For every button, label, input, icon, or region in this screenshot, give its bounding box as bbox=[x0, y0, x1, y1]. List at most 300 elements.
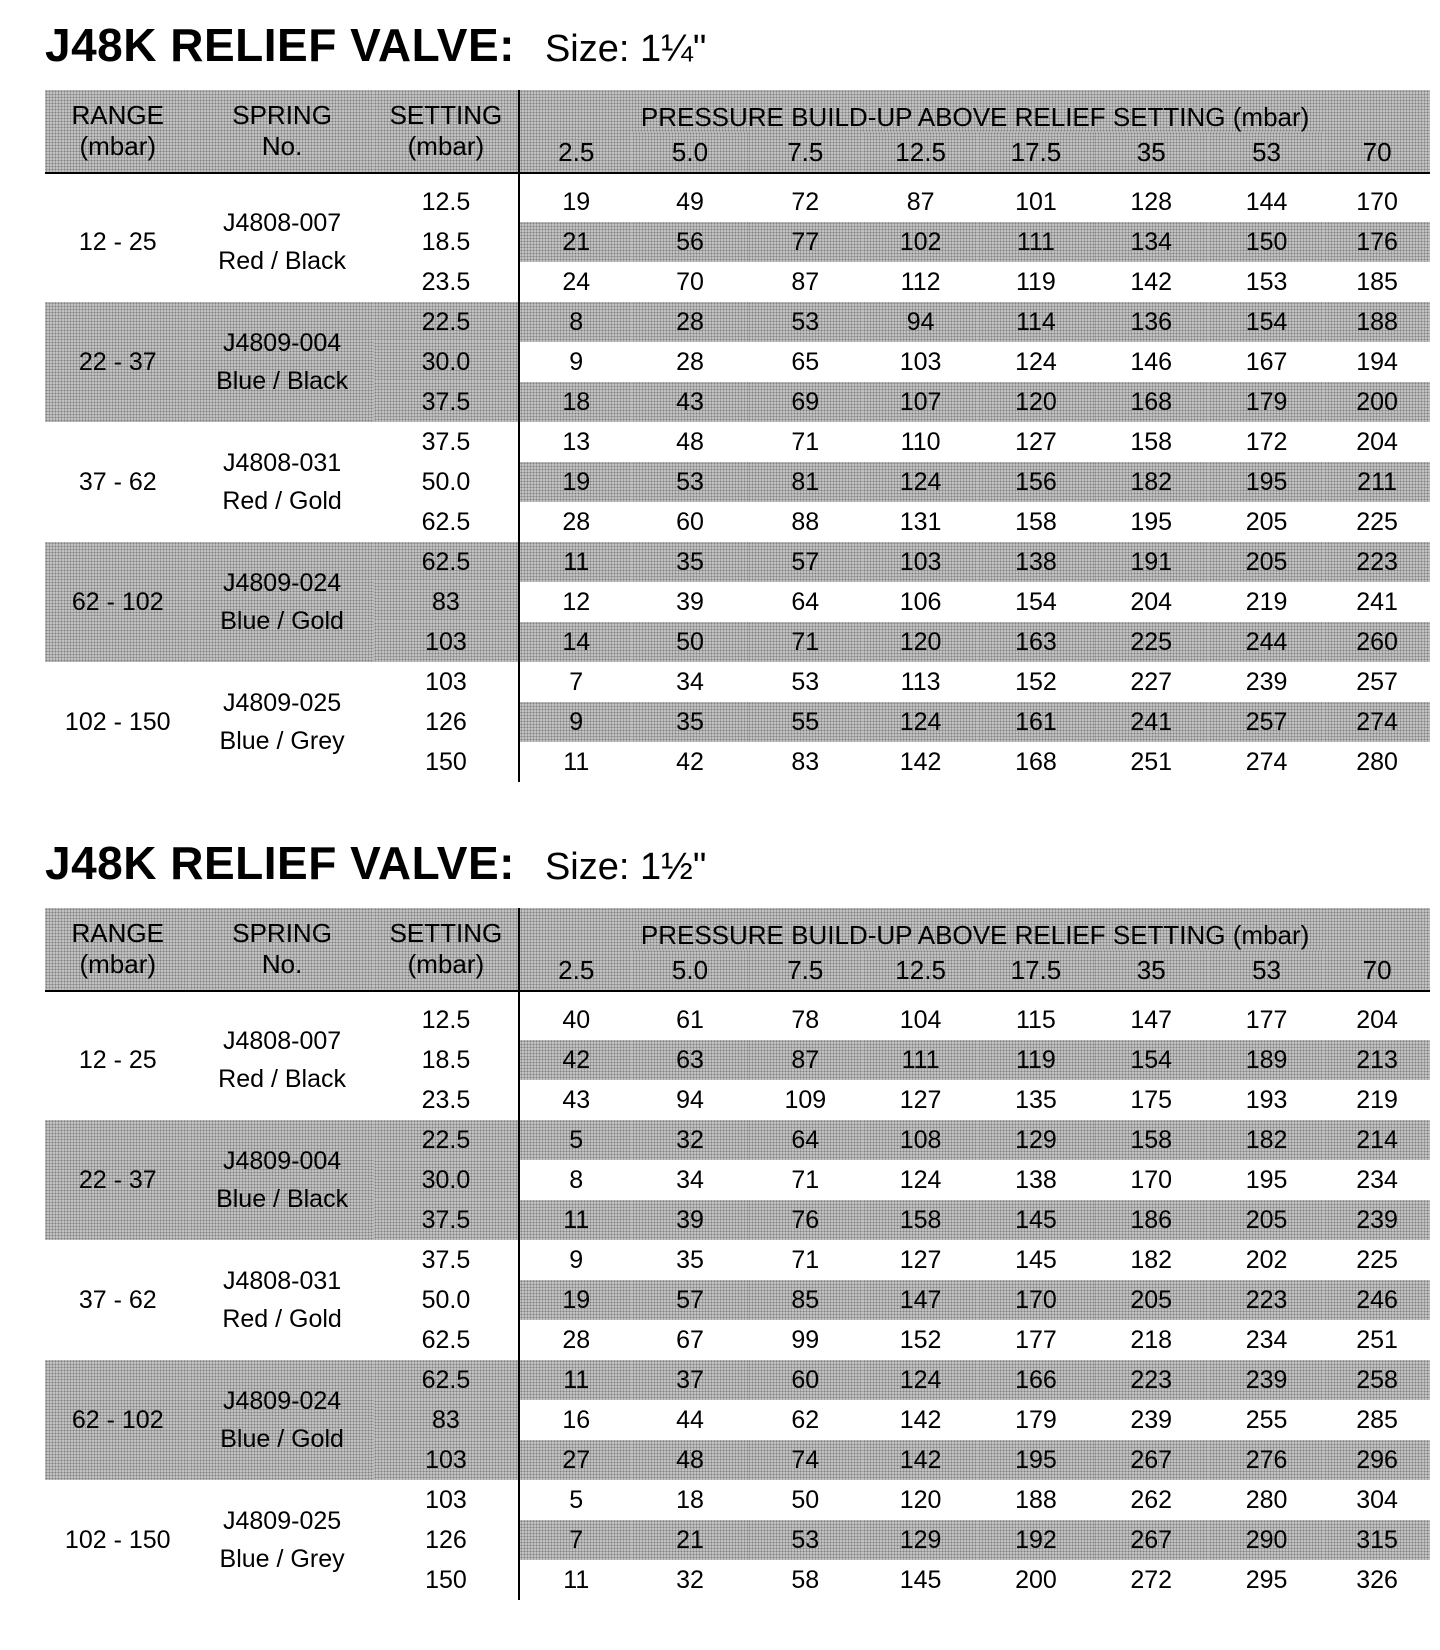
value-cell: 129 bbox=[863, 1520, 978, 1560]
value-cell: 166 bbox=[978, 1360, 1093, 1400]
spacer-cell bbox=[519, 173, 632, 182]
value-cell: 225 bbox=[1356, 1245, 1398, 1274]
spacer-cell bbox=[374, 173, 519, 182]
value-cell: 205 bbox=[1094, 1280, 1209, 1320]
value-cell: 241 bbox=[1356, 587, 1398, 616]
setting-cell: 62.5 bbox=[374, 502, 519, 542]
spacer-cell bbox=[748, 991, 863, 1000]
value-cell: 53 bbox=[791, 667, 820, 696]
value-cell: 49 bbox=[676, 187, 704, 216]
value-cell: 64 bbox=[791, 587, 820, 616]
value-cell: 9 bbox=[569, 347, 584, 376]
value-cell: 120 bbox=[899, 1485, 942, 1514]
value-cell: 72 bbox=[791, 187, 820, 216]
spacer-cell bbox=[1094, 173, 1209, 182]
spring-cell bbox=[190, 1360, 373, 1480]
setting-header bbox=[374, 908, 519, 991]
buildup-column-header: 5.0 bbox=[632, 132, 747, 173]
table-header bbox=[45, 908, 1430, 991]
value-cell: 94 bbox=[863, 302, 978, 342]
value-cell: 153 bbox=[1245, 267, 1288, 296]
value-cell: 179 bbox=[1209, 382, 1324, 422]
value-cell: 147 bbox=[1130, 1005, 1173, 1034]
buildup-column-header: 70 bbox=[1324, 950, 1430, 991]
value-cell: 170 bbox=[1356, 187, 1398, 216]
value-cell: 71 bbox=[791, 1165, 820, 1194]
value-cell: 186 bbox=[1094, 1200, 1209, 1240]
value-cell: 223 bbox=[1094, 1360, 1209, 1400]
value-cell: 60 bbox=[676, 507, 704, 536]
value-cell: 76 bbox=[748, 1200, 863, 1240]
setting-header-unit: (mbar) bbox=[407, 131, 485, 161]
spacer-cell bbox=[45, 991, 190, 1000]
value-cell: 9 bbox=[519, 702, 632, 742]
table-row bbox=[45, 1360, 1430, 1400]
value-cell: 304 bbox=[1356, 1485, 1398, 1514]
value-cell: 103 bbox=[899, 347, 942, 376]
value-cell: 163 bbox=[978, 622, 1093, 662]
value-cell: 156 bbox=[978, 462, 1093, 502]
setting-cell: 126 bbox=[374, 702, 519, 742]
value-cell: 8 bbox=[519, 302, 632, 342]
value-cell: 11 bbox=[519, 1200, 632, 1240]
value-cell: 35 bbox=[632, 702, 747, 742]
spacer-cell bbox=[1094, 991, 1209, 1000]
buildup-column-header: 12.5 bbox=[863, 132, 978, 173]
spring-header-unit: No. bbox=[261, 131, 303, 161]
value-cell: 21 bbox=[519, 222, 632, 262]
value-cell: 119 bbox=[978, 1040, 1093, 1080]
spacer-cell bbox=[374, 991, 519, 1000]
value-cell: 175 bbox=[1130, 1085, 1173, 1114]
spacer-cell bbox=[978, 173, 1093, 182]
value-cell: 276 bbox=[1209, 1440, 1324, 1480]
buildup-column-header: 7.5 bbox=[748, 132, 863, 173]
table-row bbox=[45, 182, 1430, 222]
value-cell: 14 bbox=[519, 622, 632, 662]
value-cell: 241 bbox=[1094, 702, 1209, 742]
spring-cell bbox=[190, 1240, 373, 1360]
table-row bbox=[45, 542, 1430, 582]
valve-size: Size: 1¼" bbox=[544, 28, 707, 70]
relief-valve-table bbox=[45, 908, 1430, 1600]
value-cell: 7 bbox=[569, 667, 584, 696]
value-cell: 200 bbox=[1324, 382, 1430, 422]
value-cell: 61 bbox=[676, 1005, 704, 1034]
value-cell: 200 bbox=[1015, 1565, 1057, 1594]
setting-cell: 103 bbox=[374, 1480, 519, 1520]
spring-code: J4809-025 bbox=[223, 1507, 342, 1535]
spring-color: Blue / Black bbox=[216, 367, 349, 395]
spring-cell bbox=[190, 302, 373, 422]
spring-code: J4808-007 bbox=[223, 1027, 342, 1055]
value-cell: 168 bbox=[1094, 382, 1209, 422]
value-cell: 71 bbox=[748, 622, 863, 662]
value-cell: 204 bbox=[1130, 587, 1173, 616]
value-cell: 77 bbox=[748, 222, 863, 262]
value-cell: 83 bbox=[791, 747, 820, 776]
setting-cell: 12.5 bbox=[374, 182, 519, 222]
value-cell: 28 bbox=[562, 507, 591, 536]
spring-code: J4808-031 bbox=[223, 1267, 342, 1295]
value-cell: 103 bbox=[863, 542, 978, 582]
value-cell: 13 bbox=[562, 427, 591, 456]
table-row bbox=[45, 422, 1430, 462]
value-cell: 16 bbox=[562, 1405, 591, 1434]
range-header-label: RANGE bbox=[71, 100, 164, 130]
value-cell: 138 bbox=[1015, 1165, 1057, 1194]
spring-header bbox=[190, 90, 373, 173]
value-cell: 258 bbox=[1324, 1360, 1430, 1400]
value-cell: 127 bbox=[1015, 427, 1057, 456]
setting-cell: 23.5 bbox=[374, 1080, 519, 1120]
table-body bbox=[45, 991, 1430, 1600]
table-row bbox=[45, 1480, 1430, 1520]
value-cell: 60 bbox=[748, 1360, 863, 1400]
value-cell: 152 bbox=[1015, 667, 1057, 696]
value-cell: 158 bbox=[1015, 507, 1057, 536]
spring-code: J4809-024 bbox=[223, 569, 342, 597]
range-cell: 12 - 25 bbox=[78, 1046, 157, 1074]
page-title bbox=[45, 836, 1430, 908]
setting-header bbox=[374, 90, 519, 173]
value-cell: 145 bbox=[1015, 1245, 1057, 1274]
value-cell: 65 bbox=[791, 347, 820, 376]
value-cell: 18 bbox=[519, 382, 632, 422]
buildup-column-header: 35 bbox=[1094, 132, 1209, 173]
table-section-1-1-4 bbox=[45, 18, 1430, 782]
spacer-row bbox=[45, 991, 1430, 1000]
valve-title: J48K RELIEF VALVE: bbox=[45, 837, 515, 889]
setting-cell: 126 bbox=[374, 1520, 519, 1560]
spring-cell bbox=[190, 542, 373, 662]
value-cell: 158 bbox=[1094, 1120, 1209, 1160]
value-cell: 101 bbox=[1015, 187, 1057, 216]
spring-code: J4809-004 bbox=[223, 329, 342, 357]
value-cell: 55 bbox=[748, 702, 863, 742]
value-cell: 142 bbox=[899, 1405, 942, 1434]
value-cell: 205 bbox=[1209, 542, 1324, 582]
spring-color: Blue / Grey bbox=[219, 1545, 345, 1573]
value-cell: 115 bbox=[1015, 1005, 1056, 1034]
value-cell: 296 bbox=[1324, 1440, 1430, 1480]
value-cell: 214 bbox=[1324, 1120, 1430, 1160]
range-header-unit: (mbar) bbox=[79, 131, 157, 161]
value-cell: 257 bbox=[1356, 667, 1398, 696]
value-cell: 64 bbox=[748, 1120, 863, 1160]
valve-size: Size: 1½" bbox=[544, 846, 707, 888]
spring-cell bbox=[190, 1120, 373, 1240]
spacer-cell bbox=[632, 173, 747, 182]
spring-cell bbox=[190, 182, 373, 302]
value-cell: 239 bbox=[1324, 1200, 1430, 1240]
value-cell: 7 bbox=[519, 1520, 632, 1560]
value-cell: 182 bbox=[1209, 1120, 1324, 1160]
value-cell: 104 bbox=[899, 1005, 942, 1034]
spacer-cell bbox=[748, 173, 863, 182]
value-cell: 145 bbox=[899, 1565, 942, 1594]
value-cell: 167 bbox=[1245, 347, 1288, 376]
value-cell: 28 bbox=[562, 1325, 591, 1354]
value-cell: 223 bbox=[1324, 542, 1430, 582]
pressure-buildup-header: PRESSURE BUILD-UP ABOVE RELIEF SETTING (mbar) bbox=[519, 90, 1430, 132]
value-cell: 5 bbox=[569, 1485, 584, 1514]
spacer-cell bbox=[45, 173, 190, 182]
value-cell: 35 bbox=[632, 542, 747, 582]
value-cell: 24 bbox=[562, 267, 591, 296]
table-row bbox=[45, 662, 1430, 702]
value-cell: 107 bbox=[863, 382, 978, 422]
value-cell: 43 bbox=[562, 1085, 591, 1114]
spacer-cell bbox=[519, 991, 632, 1000]
spacer-cell bbox=[190, 173, 373, 182]
spring-code: J4808-007 bbox=[223, 209, 342, 237]
value-cell: 62 bbox=[791, 1405, 820, 1434]
spacer-cell bbox=[1209, 991, 1324, 1000]
value-cell: 188 bbox=[1324, 302, 1430, 342]
value-cell: 260 bbox=[1324, 622, 1430, 662]
table-body bbox=[45, 173, 1430, 782]
table-section-1-1-2 bbox=[45, 836, 1430, 1600]
value-cell: 134 bbox=[1094, 222, 1209, 262]
pressure-buildup-header: PRESSURE BUILD-UP ABOVE RELIEF SETTING (mbar) bbox=[519, 908, 1430, 950]
value-cell: 144 bbox=[1245, 187, 1288, 216]
value-cell: 225 bbox=[1356, 507, 1398, 536]
value-cell: 56 bbox=[632, 222, 747, 262]
spring-header-label: SPRING bbox=[232, 100, 332, 130]
spacer-cell bbox=[632, 991, 747, 1000]
value-cell: 11 bbox=[519, 1360, 632, 1400]
value-cell: 111 bbox=[863, 1040, 978, 1080]
spring-color: Blue / Gold bbox=[220, 1425, 344, 1453]
spacer-cell bbox=[1324, 991, 1430, 1000]
setting-header-label: SETTING bbox=[389, 100, 503, 130]
table-row bbox=[45, 1000, 1430, 1040]
value-cell: 218 bbox=[1130, 1325, 1173, 1354]
value-cell: 53 bbox=[632, 462, 747, 502]
value-cell: 21 bbox=[632, 1520, 747, 1560]
value-cell: 170 bbox=[1130, 1165, 1173, 1194]
value-cell: 136 bbox=[1094, 302, 1209, 342]
value-cell: 34 bbox=[676, 1165, 704, 1194]
value-cell: 195 bbox=[1209, 462, 1324, 502]
setting-cell: 62.5 bbox=[374, 1320, 519, 1360]
setting-cell: 103 bbox=[374, 662, 519, 702]
value-cell: 113 bbox=[900, 667, 941, 696]
value-cell: 87 bbox=[748, 1040, 863, 1080]
range-header-label: RANGE bbox=[71, 918, 164, 948]
spring-color: Blue / Grey bbox=[219, 727, 345, 755]
value-cell: 102 bbox=[863, 222, 978, 262]
value-cell: 182 bbox=[1094, 462, 1209, 502]
setting-cell: 150 bbox=[374, 742, 519, 782]
header-row bbox=[45, 908, 1430, 950]
value-cell: 239 bbox=[1209, 1360, 1324, 1400]
setting-cell: 37.5 bbox=[374, 1240, 519, 1280]
value-cell: 19 bbox=[519, 462, 632, 502]
spring-color: Blue / Black bbox=[216, 1185, 349, 1213]
value-cell: 5 bbox=[519, 1120, 632, 1160]
value-cell: 112 bbox=[900, 267, 941, 296]
setting-cell: 37.5 bbox=[374, 382, 519, 422]
value-cell: 85 bbox=[748, 1280, 863, 1320]
value-cell: 42 bbox=[676, 747, 704, 776]
setting-cell: 12.5 bbox=[374, 1000, 519, 1040]
buildup-column-header: 70 bbox=[1324, 132, 1430, 173]
value-cell: 99 bbox=[791, 1325, 820, 1354]
value-cell: 168 bbox=[1015, 747, 1057, 776]
value-cell: 239 bbox=[1245, 667, 1288, 696]
setting-cell: 62.5 bbox=[374, 542, 519, 582]
value-cell: 150 bbox=[1209, 222, 1324, 262]
value-cell: 124 bbox=[863, 702, 978, 742]
value-cell: 193 bbox=[1245, 1085, 1288, 1114]
value-cell: 234 bbox=[1245, 1325, 1288, 1354]
value-cell: 146 bbox=[1130, 347, 1173, 376]
range-cell: 37 - 62 bbox=[78, 468, 157, 496]
buildup-column-header: 2.5 bbox=[519, 950, 632, 991]
buildup-column-header: 17.5 bbox=[978, 132, 1093, 173]
value-cell: 262 bbox=[1130, 1485, 1173, 1514]
buildup-column-header: 53 bbox=[1209, 950, 1324, 991]
value-cell: 35 bbox=[676, 1245, 704, 1274]
spring-header-unit: No. bbox=[261, 949, 303, 979]
value-cell: 257 bbox=[1209, 702, 1324, 742]
value-cell: 205 bbox=[1245, 507, 1288, 536]
value-cell: 19 bbox=[562, 187, 591, 216]
value-cell: 182 bbox=[1130, 1245, 1173, 1274]
spring-code: J4809-024 bbox=[223, 1387, 342, 1415]
value-cell: 170 bbox=[978, 1280, 1093, 1320]
spring-cell bbox=[190, 662, 373, 782]
buildup-column-header: 17.5 bbox=[978, 950, 1093, 991]
value-cell: 290 bbox=[1209, 1520, 1324, 1560]
value-cell: 37 bbox=[632, 1360, 747, 1400]
spacer-cell bbox=[978, 991, 1093, 1000]
value-cell: 48 bbox=[632, 1440, 747, 1480]
spacer-cell bbox=[863, 991, 978, 1000]
value-cell: 142 bbox=[899, 747, 942, 776]
value-cell: 43 bbox=[632, 382, 747, 422]
value-cell: 32 bbox=[632, 1120, 747, 1160]
range-cell: 102 - 150 bbox=[64, 1526, 171, 1554]
setting-cell: 37.5 bbox=[374, 1200, 519, 1240]
value-cell: 246 bbox=[1324, 1280, 1430, 1320]
value-cell: 67 bbox=[676, 1325, 704, 1354]
header-row bbox=[45, 90, 1430, 132]
value-cell: 244 bbox=[1209, 622, 1324, 662]
value-cell: 111 bbox=[978, 222, 1093, 262]
value-cell: 124 bbox=[1015, 347, 1057, 376]
spacer-cell bbox=[1324, 173, 1430, 182]
value-cell: 53 bbox=[748, 1520, 863, 1560]
buildup-column-header: 2.5 bbox=[519, 132, 632, 173]
value-cell: 191 bbox=[1094, 542, 1209, 582]
value-cell: 108 bbox=[863, 1120, 978, 1160]
value-cell: 154 bbox=[1094, 1040, 1209, 1080]
value-cell: 177 bbox=[1245, 1005, 1288, 1034]
spring-color: Blue / Gold bbox=[220, 607, 344, 635]
value-cell: 87 bbox=[906, 187, 935, 216]
value-cell: 57 bbox=[748, 542, 863, 582]
value-cell: 204 bbox=[1356, 1005, 1398, 1034]
range-cell: 102 - 150 bbox=[64, 708, 171, 736]
value-cell: 50 bbox=[791, 1485, 820, 1514]
spring-color: Red / Gold bbox=[222, 487, 342, 515]
value-cell: 27 bbox=[519, 1440, 632, 1480]
buildup-column-header: 35 bbox=[1094, 950, 1209, 991]
spacer-row bbox=[45, 173, 1430, 182]
value-cell: 70 bbox=[676, 267, 704, 296]
spacer-cell bbox=[863, 173, 978, 182]
value-cell: 211 bbox=[1324, 462, 1430, 502]
value-cell: 219 bbox=[1356, 1085, 1398, 1114]
value-cell: 188 bbox=[1015, 1485, 1057, 1514]
spring-color: Red / Black bbox=[218, 247, 346, 275]
value-cell: 124 bbox=[863, 462, 978, 502]
page-title bbox=[45, 18, 1430, 90]
value-cell: 189 bbox=[1209, 1040, 1324, 1080]
value-cell: 44 bbox=[676, 1405, 704, 1434]
value-cell: 185 bbox=[1356, 267, 1398, 296]
value-cell: 234 bbox=[1356, 1165, 1398, 1194]
value-cell: 127 bbox=[899, 1085, 942, 1114]
value-cell: 114 bbox=[978, 302, 1093, 342]
value-cell: 11 bbox=[563, 747, 590, 776]
value-cell: 152 bbox=[899, 1325, 942, 1354]
range-header-unit: (mbar) bbox=[79, 949, 157, 979]
value-cell: 48 bbox=[676, 427, 704, 456]
value-cell: 124 bbox=[899, 1165, 942, 1194]
value-cell: 11 bbox=[519, 542, 632, 582]
value-cell: 88 bbox=[791, 507, 820, 536]
value-cell: 9 bbox=[569, 1245, 584, 1274]
value-cell: 28 bbox=[632, 302, 747, 342]
setting-cell: 18.5 bbox=[374, 1040, 519, 1080]
spring-color: Red / Black bbox=[218, 1065, 346, 1093]
range-cell: 22 - 37 bbox=[45, 1120, 190, 1240]
value-cell: 154 bbox=[1015, 587, 1057, 616]
value-cell: 71 bbox=[791, 1245, 820, 1274]
setting-cell: 22.5 bbox=[374, 302, 519, 342]
value-cell: 34 bbox=[676, 667, 704, 696]
value-cell: 158 bbox=[863, 1200, 978, 1240]
setting-cell: 83 bbox=[374, 582, 519, 622]
value-cell: 158 bbox=[1130, 427, 1173, 456]
value-cell: 192 bbox=[978, 1520, 1093, 1560]
value-cell: 194 bbox=[1356, 347, 1398, 376]
value-cell: 138 bbox=[978, 542, 1093, 582]
value-cell: 12 bbox=[562, 587, 591, 616]
setting-cell: 23.5 bbox=[374, 262, 519, 302]
value-cell: 219 bbox=[1245, 587, 1288, 616]
setting-cell: 22.5 bbox=[374, 1120, 519, 1160]
value-cell: 63 bbox=[632, 1040, 747, 1080]
table-row bbox=[45, 302, 1430, 342]
value-cell: 129 bbox=[978, 1120, 1093, 1160]
value-cell: 145 bbox=[978, 1200, 1093, 1240]
value-cell: 274 bbox=[1324, 702, 1430, 742]
setting-cell: 30.0 bbox=[374, 1160, 519, 1200]
value-cell: 57 bbox=[632, 1280, 747, 1320]
value-cell: 53 bbox=[748, 302, 863, 342]
value-cell: 239 bbox=[1130, 1405, 1173, 1434]
value-cell: 142 bbox=[863, 1440, 978, 1480]
value-cell: 119 bbox=[1015, 267, 1056, 296]
value-cell: 223 bbox=[1209, 1280, 1324, 1320]
value-cell: 274 bbox=[1245, 747, 1288, 776]
value-cell: 71 bbox=[791, 427, 820, 456]
